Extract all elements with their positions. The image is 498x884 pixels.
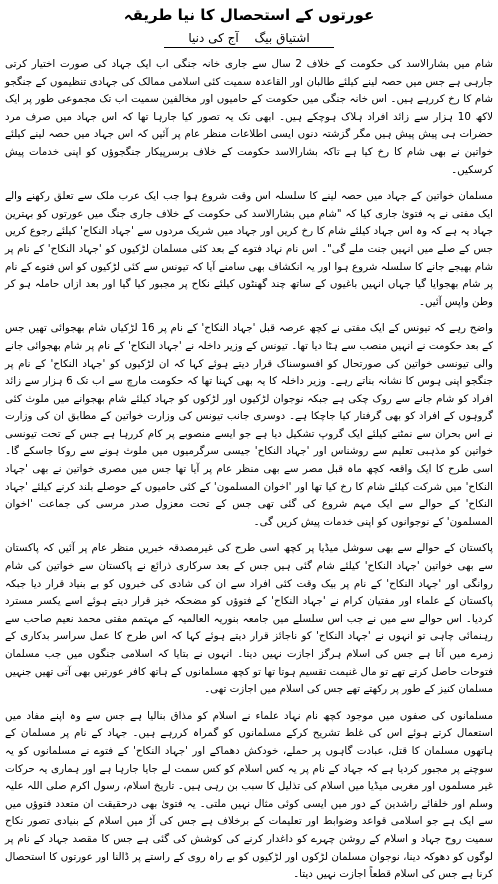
byline xyxy=(5,30,493,48)
paragraph-4: پاکستان کے حوالے سے بھی سوشل میڈیا پر کچھ اسی طرح کی غیرمصدقہ خبریں منظر عام پر آئیں کہ پاکستان سے بھی خواتین 'جہاد النکاح' کیلئے شام گئی ہیں جس کے بعد سرکاری ذرائع نے پاکستان سے خواتین کی شام روانگی اور 'جہاد النکاح' کے نام پر بیک وقت کئی افراد سے ان کی شادی کی خبروں کو بے بنیاد قرار دیا جبکہ پاکستان کے علماء اور مفتیان کرام نے 'جہاد النکاح' کے فتوؤں کو مضحکہ خیز قرار دیتے ہوئے اسے یکسر مسترد کردیا۔ اس حوالے سے میں نے جب اس سلسلے میں جامعہ بنوریہ العالمیہ کے مہتمم مفتی محمد نعیم صاحب سے رہنمائی چاہی تو انہوں نے 'جہاد النکاح' کو ناجائز قرار دیتے ہوئے کہا کہ اس طرح کا عمل سراسر بدکاری کے زمرے میں آتا ہے جس کی اسلام ہرگز اجازت نہیں دیتا۔ انہوں نے بتایا کہ اسلامی جنگوں میں جب مسلمان فتوحات حاصل کرتے تھے تو مال غنیمت تقسیم ہوتا تھا تو کچھ مسلمانوں کے ہاتھ کافر عورتیں بھی آتی تھیں جنہیں مسلمان کنیز کے طور پر رکھتے تھے جس کی اسلام میں اجازت تھی۔ xyxy=(5,542,493,696)
byline-underline xyxy=(164,47,334,48)
paragraph-3: واضح رہے کہ تیونس کے ایک مفتی نے کچھ عرصہ قبل 'جہاد النکاح' کے نام پر 16 لڑکیاں شام بھجوائی تھیں جس کے بعد حکومت نے انہیں منصب سے ہٹا دیا تھا۔ تیونس کے وزیر داخلہ نے 'جہاد النکاح' کے نام پر شام بھجوائی جانے والی تیونسی خواتین کی صورتحال کو افسوسناک قرار دیتے ہوئے کہا کہ ان لڑکیوں کو 'جہاد النکاح' کے نام پر جنگجو اپنی ہوس کا نشانہ بناتے رہے۔ وزیر داخلہ کا یہ بھی کہنا تھا کہ حکومت مارچ سے اب تک 6 ہزار سے زائد افراد کو شام جانے سے روک چکی ہے جبکہ نوجوان لڑکیوں اور لڑکوں کو جہاد کیلئے شام بھجوانے میں ملوث کئی گروہوں کے افراد کو بھی گرفتار کیا جاچکا ہے۔ دوسری جانب تیونس کی وزارت خواتین کے مطابق ان کی وزارت نے اس بحران سے نمٹنے کیلئے ایک گروپ تشکیل دیا ہے جو ایسے منصوبے پر کام کررہا ہے جس کے تحت تیونسی خواتین کو مذہبی تعلیم سے روشناس اور 'جہاد النکاح' جیسی سرگرمیوں میں ملوث ہونے سے روکا جاسکے گا۔ اسی طرح کا ایک واقعہ کچھ ماہ قبل مصر سے بھی منظر عام پر آیا تھا جس میں مصری خواتین نے بھی 'جہاد النکاح' میں شرکت کیلئے شام کا رخ کیا تھا اور 'اخوان المسلمون' کے کئی حامیوں کے حوصلے بلند کرنے کیلئے 'جہاد النکاح' کے حوالے سے ایک مہم شروع کی گئی تھی جس کے تحت معزول صدر مرسی کی جماعت 'اخوان المسلمون' کے نوجوانوں کو اپنی خدمات پیش کریں گی۔ xyxy=(5,322,493,528)
paragraph-2: مسلمان خواتین کے جہاد میں حصہ لینے کا سلسلہ اس وقت شروع ہوا جب ایک عرب ملک سے تعلق رکھنے والے ایک مفتی نے یہ فتویٰ جاری کیا کہ "شام میں بشارالاسد کی حکومت کے خلاف جاری جنگ میں عورتوں کو بہترین جہاد یہ ہے کہ وہ اس جہاد کیلئے شام کا رخ کریں اور جہاد میں شریک مردوں سے 'جہاد النکاح' کیلئے رجوع کریں جس کے صلے میں انہیں جنت ملے گی"۔ اس نام نہاد فتوے کے بعد کئی مسلمان لڑکیوں کو 'جہاد النکاح' کے نام پر شام بھیجے جانے کا سلسلہ شروع ہوا اور یہ انکشاف بھی سامنے آیا کہ تیونس سے کئی لڑکیوں کو اس فتوے کے نام پر شام بھجوایا گیا جہاں انہیں باغیوں کے ساتھ چند گھنٹوں کیلئے نکاح پر مجبور کیا گیا اور بعد ازاں حاملہ ہو کر وطن واپس آئیں۔ xyxy=(5,190,493,308)
column-name: آج کی دنیا xyxy=(188,31,239,45)
paragraph-1: شام میں بشارالاسد کی حکومت کے خلاف 2 سال سے جاری خانہ جنگی اب ایک جہاد کی صورت اختیار کرتی جارہی ہے جس میں حصہ لینے کیلئے طالبان اور القاعدہ سمیت کئی اسلامی ممالک کی جہادی تنظیموں کے جنگجو شام کا رخ کررہے ہیں۔ اس خانہ جنگی میں حکومت کے حامیوں اور مخالفین سمیت اب تک مجموعی طور پر ایک لاکھ 10 ہزار سے زائد افراد ہلاک ہوچکے ہیں۔ ابھی تک یہ تصور کیا جارہا تھا کہ اس جہاد میں صرف مرد حضرات ہی پیش پیش ہیں مگر گزشتہ دنوں ایسی اطلاعات منظر عام پر آئیں کہ اس جہاد میں حصہ لینے کیلئے خواتین نے بھی شام کا رخ کیا ہے تاکہ بشارالاسد حکومت کے خلاف برسرپیکار جنگجوؤں کو اپنی خدمات پیش کرسکیں۔ xyxy=(5,58,493,176)
article-title: عورتوں کے استحصال کا نیا طریقہ xyxy=(123,6,375,24)
author-name: اشتیاق بیگ xyxy=(254,31,310,45)
paragraph-5: مسلمانوں کی صفوں میں موجود کچھ نام نہاد علماء نے اسلام کو مذاق بنالیا ہے جس سے وہ اپنے مفاد میں استعمال کرتے ہوئے اس کی غلط تشریح کرکے مسلمانوں کو گمراہ کررہے ہیں۔ جہاد کے نام پر مسلمان کے ہاتھوں مسلمان کا قتل، عبادت گاہوں پر حملے، خودکش دھماکے اور 'جہاد النکاح' کے فتوے نے مسلمانوں کو یہ سوچنے پر مجبور کردیا ہے کہ جہاد کے نام پر یہ کس اسلام کو کس سمت لے جایا جارہا ہے اور ہماری یہ حرکات غیر مسلموں اور مغربی میڈیا میں اسلام کی تذلیل کا سبب بن رہی ہیں۔ تاریخ اسلام، رسول اکرم صلی اللہ علیہ وسلم اور خلفائے راشدین کے دور میں ایسی کوئی مثال نہیں ملتی۔ یہ فتویٰ بھی درحقیقت ان متعدد فتوؤں میں سے ایک ہے جو اسلامی قواعد وضوابط اور تعلیمات کے برخلاف ہے جس کی آڑ میں اسلام کے بنیادی تصور نکاح سمیت روح جہاد و اسلام کے روشن چہرے کو داغدار کرنے کی کوشش کی گئی ہے جس کا مقصد جہاد کے نام پر لوگوں کو دھوکہ دینا، نوجوان مسلمان لڑکوں اور لڑکیوں کو بے راہ روی کے راستے پر ڈالنا اور عورتوں کا استحصال کرنا ہے جس کی اسلام قطعاً اجازت نہیں دیتا۔ xyxy=(5,709,493,881)
